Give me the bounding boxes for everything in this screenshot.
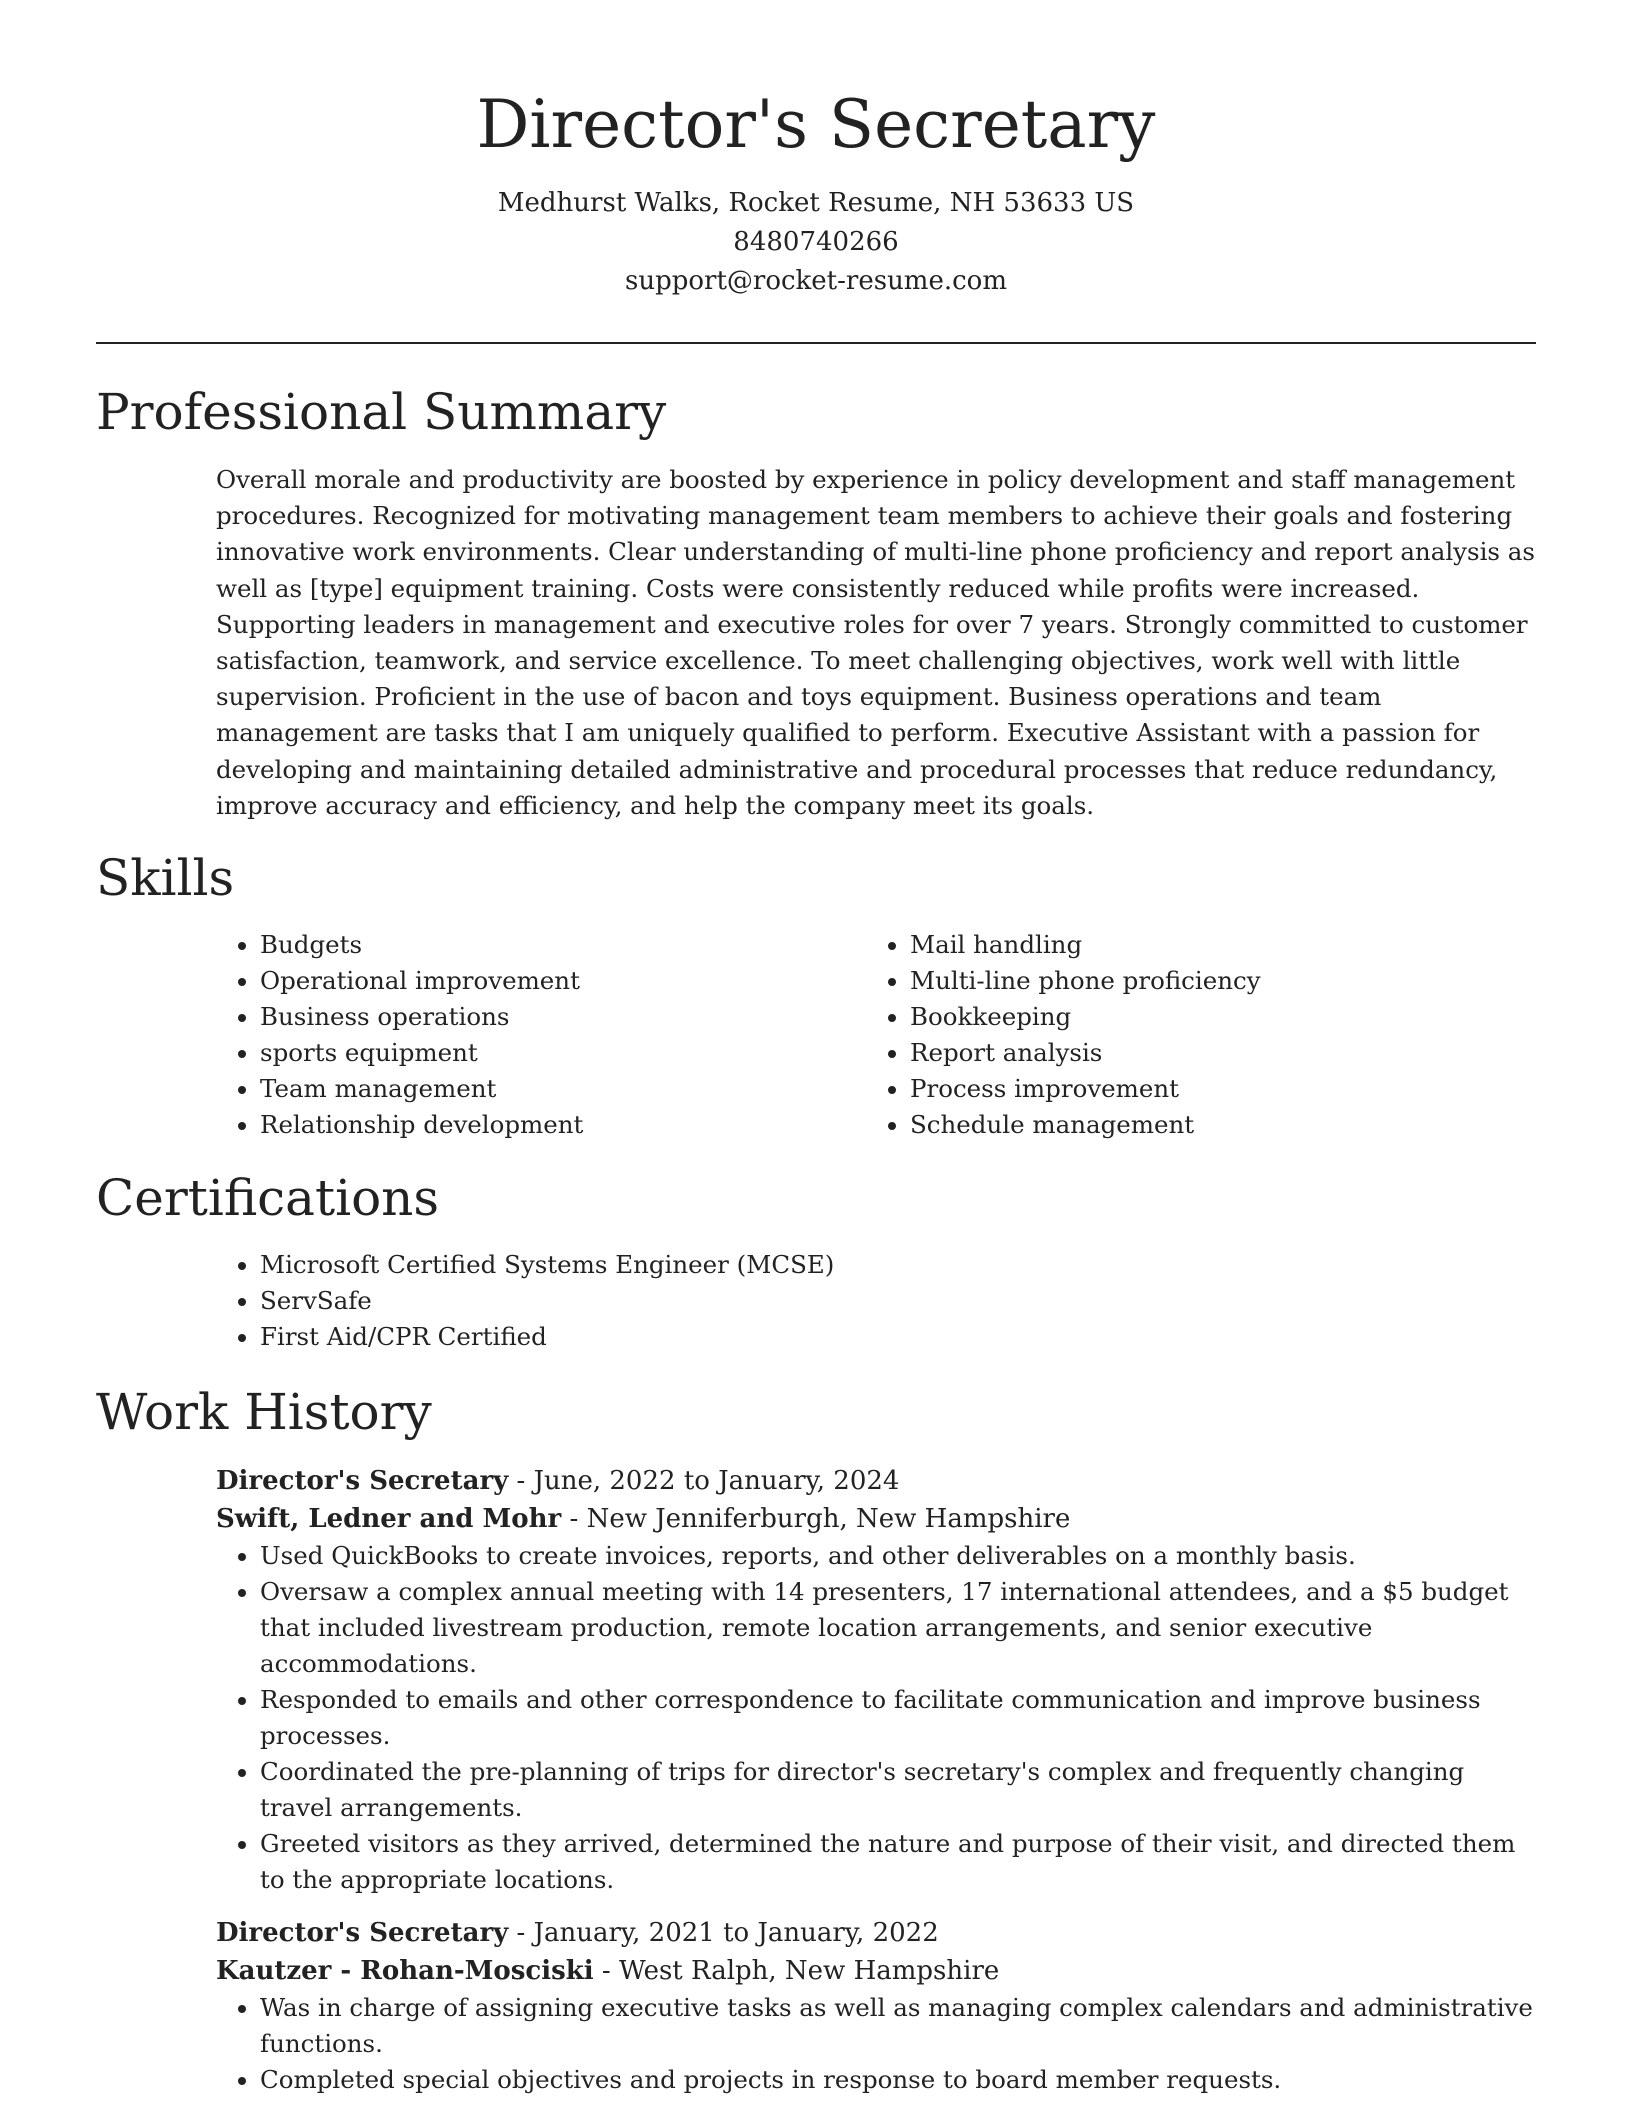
skill-item: • Multi-line phone proficiency bbox=[910, 963, 1550, 999]
job-location: - New Jenniferburgh, New Hampshire bbox=[561, 1504, 1071, 1534]
header-divider bbox=[96, 342, 1536, 344]
skill-item: • Business operations bbox=[260, 999, 900, 1035]
job-location: - West Ralph, New Hampshire bbox=[593, 1956, 1000, 1986]
summary-text: Overall morale and productivity are boosted by experience in policy development and staff management procedures. Recognized for motivating management team members to achieve their goals and fostering innovative work environments. Clear understanding of multi-line phone proficiency and report analysis as well as [type] equipment training. Costs were consistently reduced while profits were increased. Supporting leaders in management and executive roles for over 7 years. Strongly committed to customer satisfaction, teamwork, and service excellence. To meet challenging objectives, work well with little supervision. Proficient in the use of bacon and toys equipment. Business operations and team management are tasks that I am uniquely qualified to perform. Executive Assistant with a passion for developing and maintaining detailed administrative and procedural processes that reduce redundancy, improve accuracy and efficiency, and help the company meet its goals. bbox=[216, 465, 1535, 820]
job-title: Director's Secretary bbox=[216, 1918, 509, 1948]
certification-item: • ServSafe bbox=[260, 1283, 1580, 1319]
summary-heading: Professional Summary bbox=[96, 383, 667, 441]
certification-item: • First Aid/CPR Certified bbox=[260, 1319, 1580, 1355]
skill-item: • Mail handling bbox=[910, 927, 1550, 963]
work-history-heading: Work History bbox=[96, 1383, 432, 1441]
job-dates: - June, 2022 to January, 2024 bbox=[508, 1466, 900, 1496]
job-title-line bbox=[216, 1914, 1536, 1952]
skill-item: • Report analysis bbox=[910, 1035, 1550, 1071]
skill-item: • sports equipment bbox=[260, 1035, 900, 1071]
job-duties bbox=[216, 1990, 1536, 2098]
duty-item: • Responded to emails and other correspondence to facilitate communication and improve business processes. bbox=[260, 1682, 1536, 1754]
skill-item: • Process improvement bbox=[910, 1071, 1550, 1107]
skills-list-right bbox=[866, 927, 1550, 1143]
job-dates: - January, 2021 to January, 2022 bbox=[508, 1918, 939, 1948]
job-company: Kautzer - Rohan-Mosciski bbox=[216, 1956, 594, 1986]
duty-item: • Was in charge of assigning executive tasks as well as managing complex calendars and administrative functions. bbox=[260, 1990, 1536, 2062]
duty-item: • Oversaw a complex annual meeting with 14 presenters, 17 international attendees, and a $5 budget that included livestream production, remote location arrangements, and senior executive accommodations. bbox=[260, 1574, 1536, 1682]
job-title: Director's Secretary bbox=[216, 1466, 509, 1496]
job-entry bbox=[216, 1914, 1536, 2098]
skill-item: • Relationship development bbox=[260, 1107, 900, 1143]
duty-item: • Completed special objectives and projects in response to board member requests. bbox=[260, 2062, 1536, 2098]
skills-list-left bbox=[216, 927, 900, 1143]
job-title-line bbox=[216, 1462, 1536, 1500]
job-company: Swift, Ledner and Mohr bbox=[216, 1504, 562, 1534]
duty-item: • Coordinated the pre-planning of trips for director's secretary's complex and frequently changing travel arrangements. bbox=[260, 1754, 1536, 1826]
duty-item: • Used QuickBooks to create invoices, reports, and other deliverables on a monthly basis. bbox=[260, 1538, 1536, 1574]
skill-item: • Operational improvement bbox=[260, 963, 900, 999]
skill-item: • Schedule management bbox=[910, 1107, 1550, 1143]
skill-item: • Team management bbox=[260, 1071, 900, 1107]
job-entry bbox=[216, 1462, 1536, 1898]
job-company-line bbox=[216, 1500, 1536, 1538]
certifications-list bbox=[216, 1247, 1580, 1355]
skill-item: • Budgets bbox=[260, 927, 900, 963]
contact-phone: 8480740266 bbox=[733, 227, 899, 258]
skill-item: • Bookkeeping bbox=[910, 999, 1550, 1035]
duty-item: • Greeted visitors as they arrived, determined the nature and purpose of their visit, and directed them to the appropriate locations. bbox=[260, 1826, 1536, 1898]
job-company-line bbox=[216, 1952, 1536, 1990]
resume-header bbox=[0, 0, 1632, 301]
contact-address: Medhurst Walks, Rocket Resume, NH 53633 US bbox=[497, 188, 1135, 219]
candidate-name: Director's Secretary bbox=[476, 86, 1156, 163]
job-duties bbox=[216, 1538, 1536, 1898]
certification-item: • Microsoft Certified Systems Engineer (MCSE) bbox=[260, 1247, 1580, 1283]
certifications-heading: Certifications bbox=[96, 1169, 440, 1227]
contact-email: support@rocket-resume.com bbox=[624, 266, 1007, 297]
skills-heading: Skills bbox=[96, 849, 235, 907]
